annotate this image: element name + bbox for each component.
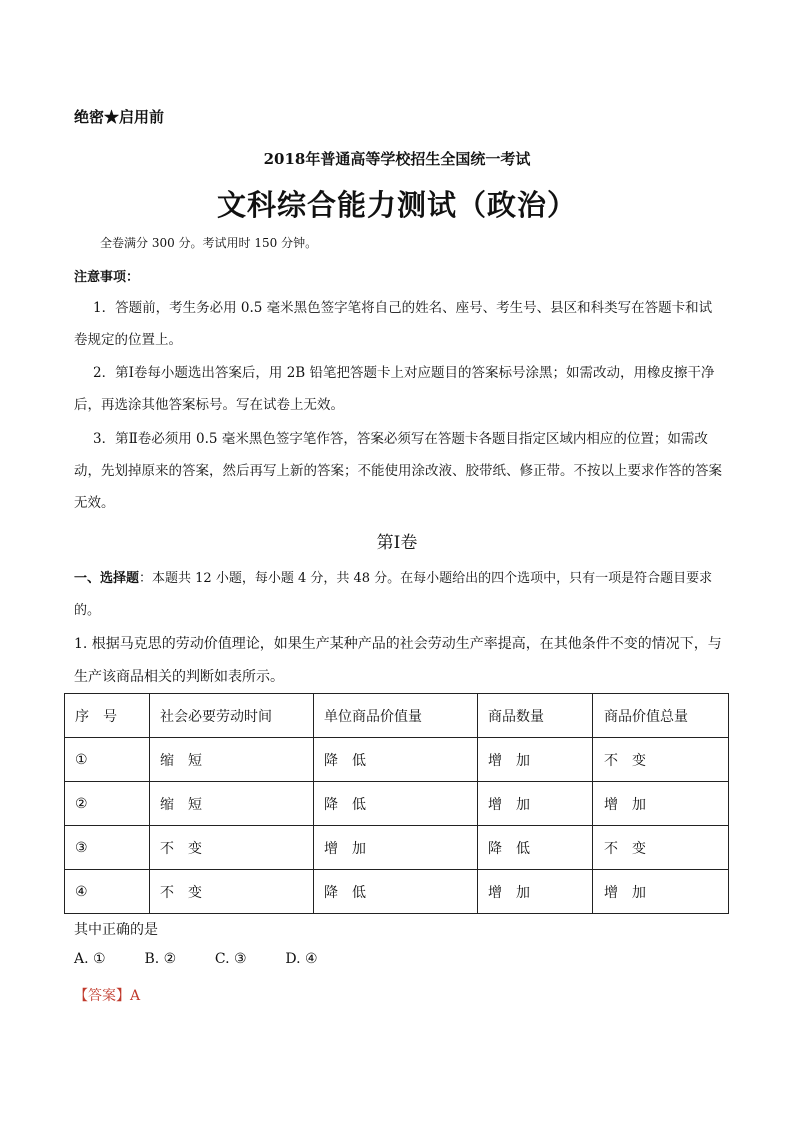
table-cell: 增 加 — [478, 782, 593, 826]
table-row — [65, 826, 729, 870]
table-row — [65, 870, 729, 914]
table-cell: 增 加 — [593, 870, 729, 914]
answer-label: 【答案】A — [74, 988, 141, 1004]
option-a: A. ① — [74, 951, 106, 967]
section-instructions — [74, 563, 722, 627]
part-heading: 第Ⅰ卷 — [376, 533, 418, 553]
note-item-1: 1．答题前，考生务必用 0.5 毫米黑色签字笔将自己的姓名、座号、考生号、县区和科类写在答题卡和试卷规定的位置上。 — [74, 300, 713, 348]
question-prompt: 其中正确的是 — [74, 922, 158, 938]
table-cell: 不 变 — [593, 826, 729, 870]
note-item-2: 2．第Ⅰ卷每小题选出答案后，用 2B 铅笔把答题卡上对应题目的答案标号涂黑；如需改动，用橡皮擦干净后，再选涂其他答案标号。写在试卷上无效。 — [74, 365, 715, 413]
table-header-cell: 单位商品价值量 — [314, 694, 478, 738]
question-stem: 1. 根据马克思的劳动价值理论，如果生产某种产品的社会劳动生产率提高，在其他条件不变的情况下，与生产该商品相关的判断如表所示。 — [74, 636, 722, 685]
table-cell: ④ — [65, 870, 150, 914]
table-row — [65, 738, 729, 782]
table-row — [65, 782, 729, 826]
table-cell: 缩 短 — [150, 782, 314, 826]
option-d: D. ④ — [285, 951, 318, 967]
table-header-cell: 序 号 — [65, 694, 150, 738]
table-cell: 不 变 — [150, 870, 314, 914]
table-header-cell: 社会必要劳动时间 — [150, 694, 314, 738]
table-header-cell: 商品价值总量 — [593, 694, 729, 738]
note-item-3: 3．第Ⅱ卷必须用 0.5 毫米黑色签字笔作答，答案必须写在答题卡各题目指定区域内相应的位置；如需改动，先划掉原来的答案，然后再写上新的答案；不能使用涂改液、胶带纸、修正带。不按以上要求作答的答案无效。 — [74, 431, 722, 511]
table-cell: ② — [65, 782, 150, 826]
table-cell: 降 低 — [314, 738, 478, 782]
table-cell: 增 加 — [593, 782, 729, 826]
table-cell: 降 低 — [314, 870, 478, 914]
table-header-cell: 商品数量 — [478, 694, 593, 738]
table-cell: 降 低 — [478, 826, 593, 870]
judgment-table — [64, 693, 729, 914]
table-cell: 增 加 — [478, 738, 593, 782]
option-b: B. ② — [144, 951, 177, 967]
answer-options — [74, 951, 318, 967]
table-cell: 缩 短 — [150, 738, 314, 782]
section-text: ：本题共 12 小题，每小题 4 分，共 48 分。在每小题给出的四个选项中，只有一项是符合题目要求的。 — [74, 571, 713, 618]
table-header-row — [65, 694, 729, 738]
table-cell: 增 加 — [314, 826, 478, 870]
section-lead: 一、选择题 — [74, 571, 140, 586]
option-c: C. ③ — [214, 951, 247, 967]
confidential-label: 绝密★启用前 — [74, 108, 165, 126]
table-cell: ③ — [65, 826, 150, 870]
exam-title: 文科综合能力测试（政治） — [216, 188, 577, 222]
table-cell: 增 加 — [478, 870, 593, 914]
table-cell: ① — [65, 738, 150, 782]
exam-subtitle: 2018年普通高等学校招生全国统一考试 — [263, 150, 531, 168]
score-and-time: 全卷满分 300 分。考试用时 150 分钟。 — [100, 236, 318, 250]
table-cell: 降 低 — [314, 782, 478, 826]
table-cell: 不 变 — [593, 738, 729, 782]
notes-heading: 注意事项： — [74, 270, 140, 285]
table-cell: 不 变 — [150, 826, 314, 870]
